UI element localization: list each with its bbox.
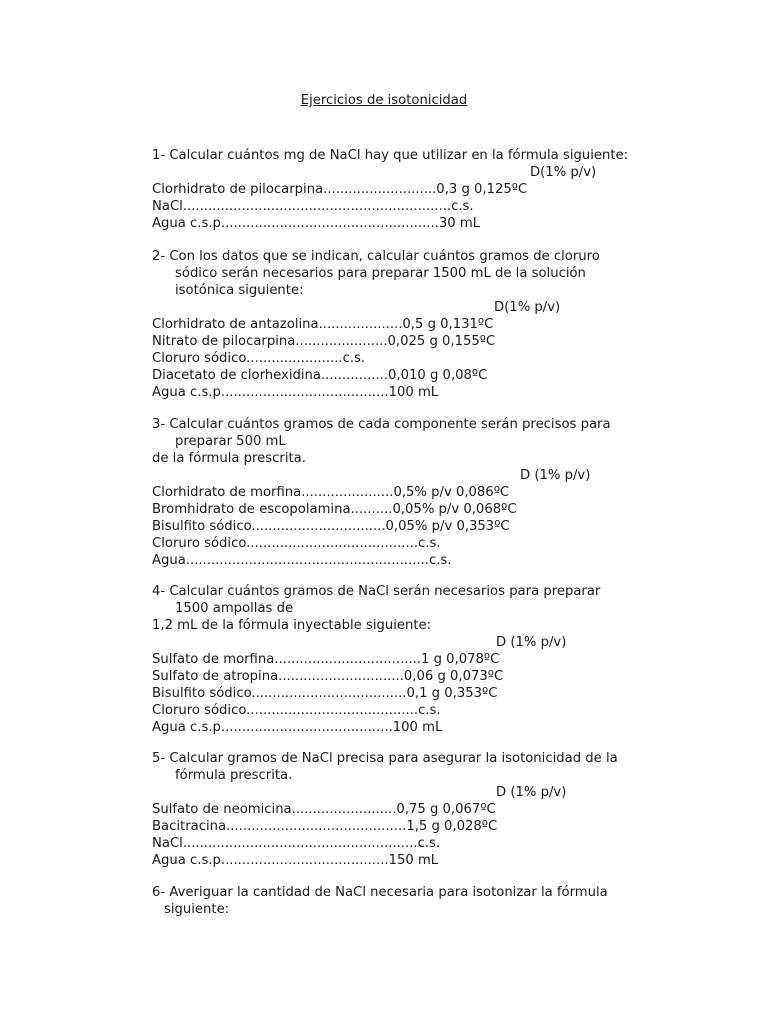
- exercise-3-ingredient: Cloruro sódico.........................................c.s.: [152, 536, 441, 551]
- exercise-5-ingredient: NaCl........................................................c.s.: [152, 836, 441, 851]
- exercise-1-column-header: D(1% p/v): [530, 165, 597, 180]
- exercise-2-statement-continued: sódico serán necesarios para preparar 1500 mL de la solución: [175, 266, 586, 281]
- exercise-4-statement: 4- Calcular cuántos gramos de NaCl serán necesarios para preparar: [152, 584, 601, 599]
- exercise-3-ingredient: Bisulfito sódico................................0,05% p/v 0,353ºC: [152, 519, 510, 534]
- exercise-1-ingredient: Agua c.s.p....................................................30 mL: [152, 216, 481, 231]
- exercise-3-ingredient: Agua..........................................................c.s.: [152, 553, 452, 568]
- exercise-2-statement: 2- Con los datos que se indican, calcular cuántos gramos de cloruro: [152, 249, 600, 264]
- exercise-4-ingredient: Agua c.s.p.........................................100 mL: [152, 720, 443, 735]
- exercise-2-ingredient: Cloruro sódico.......................c.s.: [152, 351, 366, 366]
- exercise-5-statement: 5- Calcular gramos de NaCl precisa para asegurar la isotonicidad de la: [152, 751, 618, 766]
- exercise-4-statement-continued: 1,2 mL de la fórmula inyectable siguiente:: [152, 618, 432, 633]
- exercise-4-ingredient: Bisulfito sódico.....................................0,1 g 0,353ºC: [152, 686, 498, 701]
- exercise-4-column-header: D (1% p/v): [496, 635, 567, 650]
- exercise-5-ingredient: Sulfato de neomicina.........................0,75 g 0,067ºC: [152, 802, 496, 817]
- exercise-2-statement-continued: isotónica siguiente:: [175, 283, 304, 298]
- document-title: Ejercicios de isotonicidad: [300, 93, 468, 108]
- exercise-3-column-header: D (1% p/v): [520, 468, 591, 483]
- exercise-2-ingredient: Nitrato de pilocarpina......................0,025 g 0,155ºC: [152, 334, 496, 349]
- exercise-6-statement-continued: siguiente:: [164, 902, 230, 917]
- exercise-4-ingredient: Cloruro sódico.........................................c.s.: [152, 703, 441, 718]
- exercise-4-ingredient: Sulfato de morfina...................................1 g 0,078ºC: [152, 652, 500, 667]
- exercise-2-ingredient: Diacetato de clorhexidina................0,010 g 0,08ºC: [152, 368, 488, 383]
- exercise-5-column-header: D (1% p/v): [496, 785, 567, 800]
- exercise-5-statement-continued: fórmula prescrita.: [175, 768, 293, 783]
- exercise-3-statement-continued: de la fórmula prescrita.: [152, 451, 306, 466]
- exercise-1-ingredient: NaCl................................................................c.s.: [152, 199, 474, 214]
- exercise-6-statement: 6- Averiguar la cantidad de NaCl necesaria para isotonizar la fórmula: [152, 885, 608, 900]
- exercise-1-ingredient: Clorhidrato de pilocarpina...........................0,3 g 0,125ºC: [152, 182, 528, 197]
- exercise-3-ingredient: Bromhidrato de escopolamina..........0,05% p/v 0,068ºC: [152, 502, 517, 517]
- exercise-3-ingredient: Clorhidrato de morfina......................0,5% p/v 0,086ºC: [152, 485, 510, 500]
- exercise-1-statement: 1- Calcular cuántos mg de NaCl hay que utilizar en la fórmula siguiente:: [152, 148, 629, 163]
- exercise-2-column-header: D(1% p/v): [494, 300, 561, 315]
- exercise-3-statement: 3- Calcular cuántos gramos de cada componente serán precisos para: [152, 417, 611, 432]
- exercise-3-statement-continued: preparar 500 mL: [175, 434, 286, 449]
- exercise-2-ingredient: Agua c.s.p........................................100 mL: [152, 385, 439, 400]
- exercise-4-statement-continued: 1500 ampollas de: [175, 601, 294, 616]
- exercise-5-ingredient: Agua c.s.p........................................150 mL: [152, 853, 439, 868]
- exercise-5-ingredient: Bacitracina...........................................1,5 g 0,028ºC: [152, 819, 498, 834]
- exercise-2-ingredient: Clorhidrato de antazolina....................0,5 g 0,131ºC: [152, 317, 494, 332]
- exercise-4-ingredient: Sulfato de atropina..............................0,06 g 0,073ºC: [152, 669, 504, 684]
